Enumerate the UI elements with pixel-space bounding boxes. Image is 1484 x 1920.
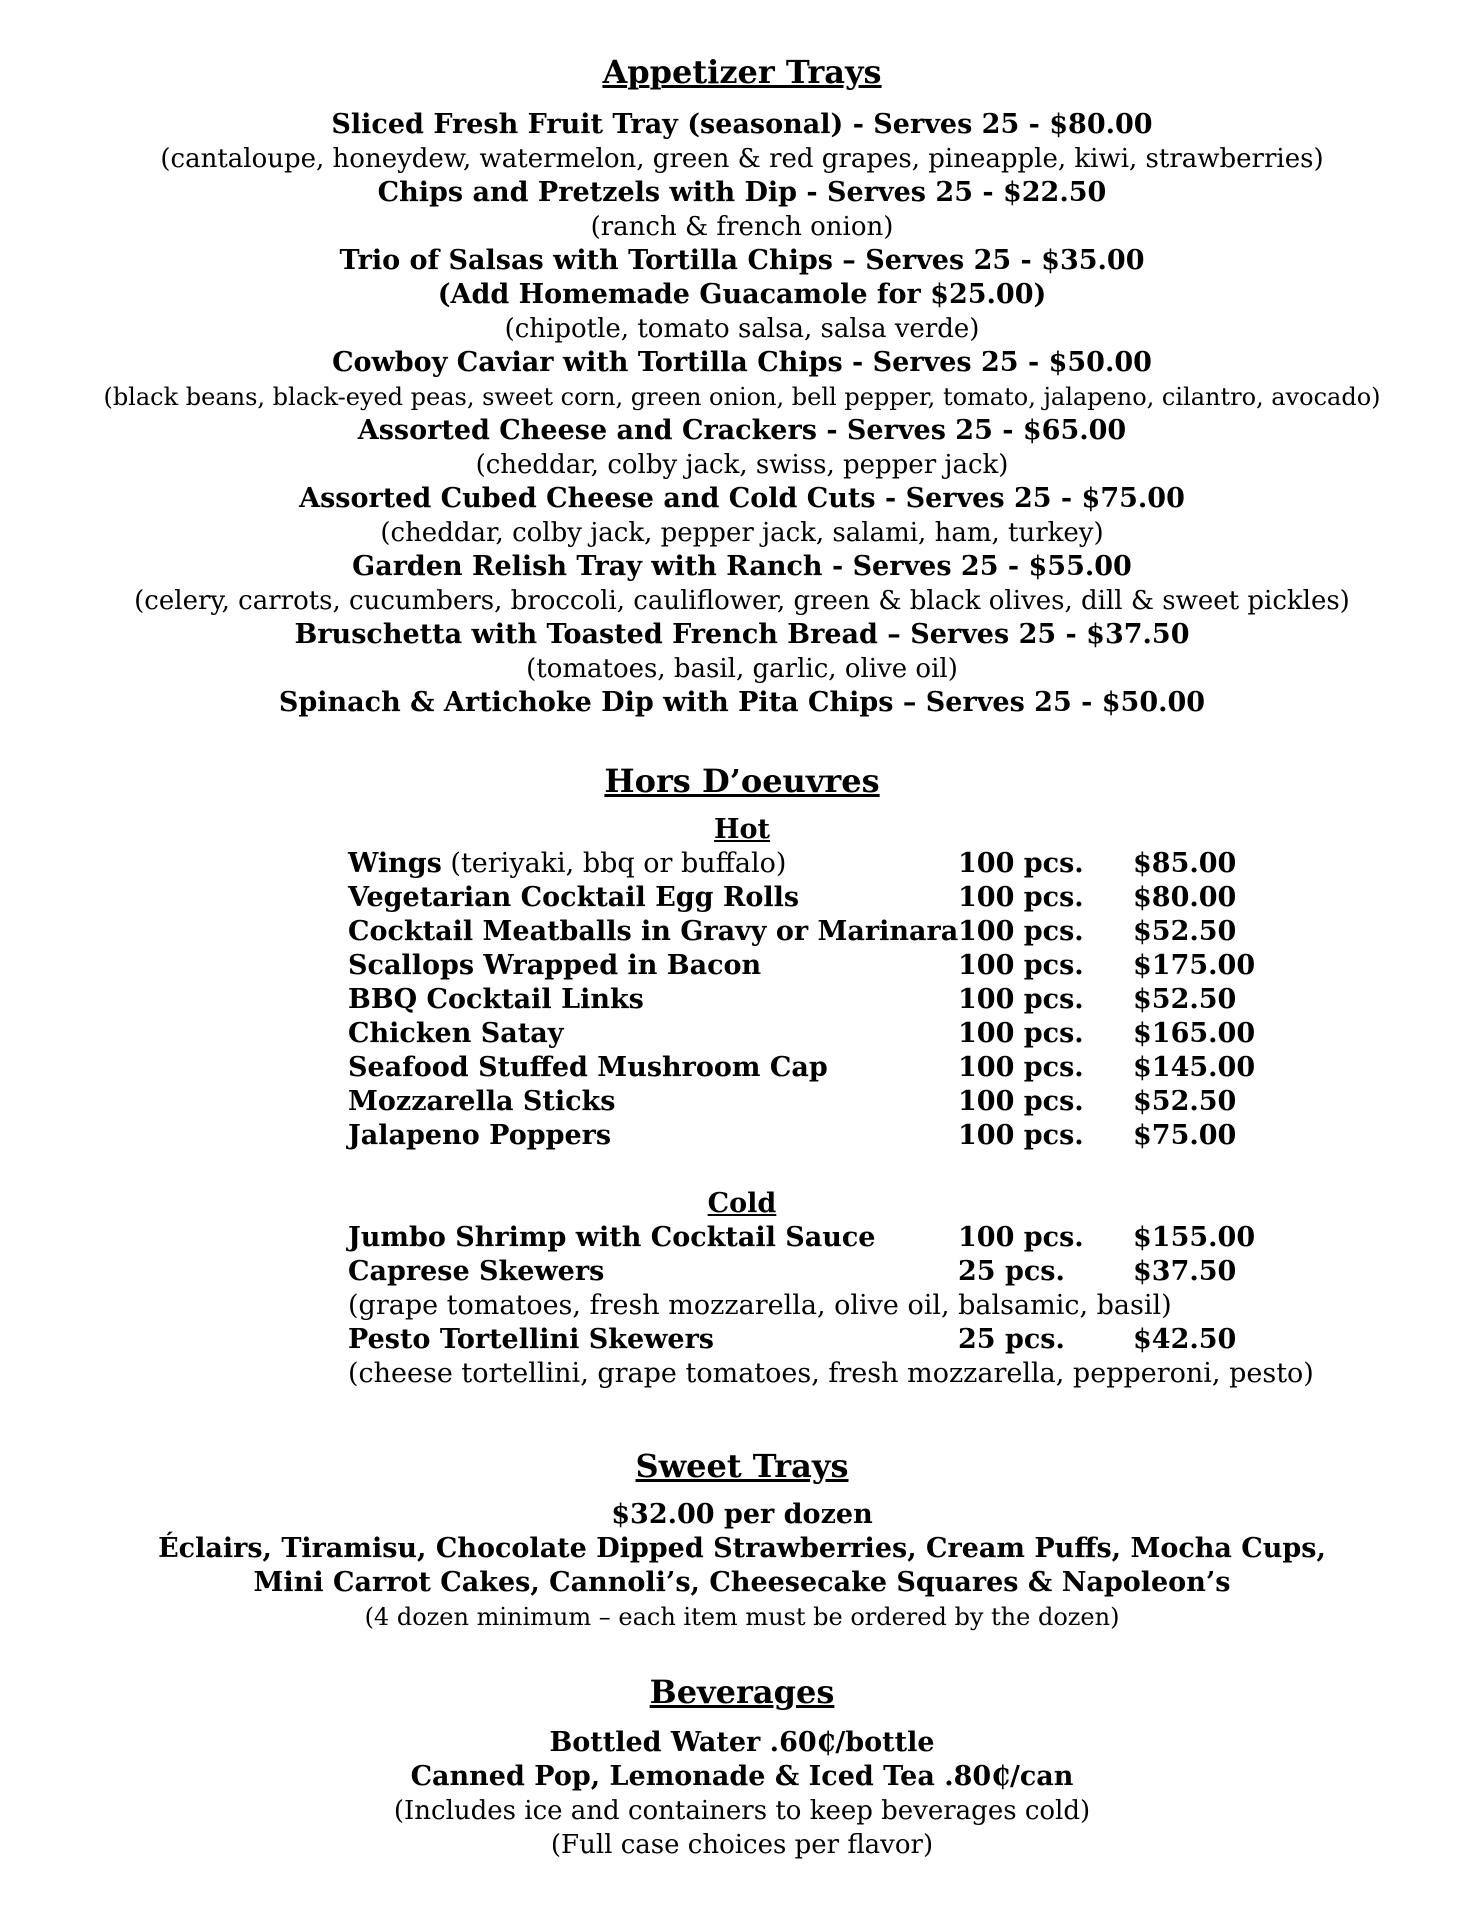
hors-section [0,762,1484,1391]
hors-name: Jalapeno Poppers [348,1120,612,1151]
hors-row [0,1119,1484,1153]
hors-name: Scallops Wrapped in Bacon [348,950,762,981]
hors-row [0,847,1484,881]
salsa-trio-item: Trio of Salsas with Tortilla Chips – Serves 25 - $35.00 [339,245,1145,276]
canned-pop-line: Canned Pop, Lemonade & Iced Tea .80₵/can [410,1761,1074,1792]
sweets-title: Sweet Trays [635,1447,849,1485]
hors-name: Caprese Skewers [348,1256,605,1287]
hors-name: Mozzarella Sticks [348,1086,616,1117]
bottled-water-line: Bottled Water .60₵/bottle [549,1727,935,1758]
salsa-guacamole-addon: (Add Homemade Guacamole for $25.00) [437,279,1047,310]
bruschetta-item: Bruschetta with Toasted French Bread – Serves 25 - $37.50 [294,619,1190,650]
hors-name: Cocktail Meatballs in Gravy or Marinara [348,916,959,947]
hors-name: Chicken Satay [348,1018,564,1049]
cold-subtitle: Cold [707,1188,777,1219]
cowboy-caviar-desc: (black beans, black-eyed peas, sweet corn, green onion, bell pepper, tomato, jalapeno, cilantro, avocado) [103,383,1381,411]
hors-name: BBQ Cocktail Links [348,984,644,1015]
hors-price: $75.00 [1133,1120,1237,1151]
sweets-section [0,1447,1484,1634]
cheese-coldcuts-desc: (cheddar, colby jack, pepper jack, salami, ham, turkey) [380,518,1104,548]
sweets-price: $32.00 per dozen [611,1499,873,1530]
salsa-trio-desc: (chipotle, tomato salsa, salsa verde) [504,314,980,344]
hors-price: $52.50 [1133,1086,1237,1117]
fruit-tray-item: Sliced Fresh Fruit Tray (seasonal) - Serves 25 - $80.00 [331,109,1153,140]
hors-price: $85.00 [1133,848,1237,879]
chips-pretzels-item: Chips and Pretzels with Dip - Serves 25 - $22.50 [377,177,1107,208]
hors-price: $52.50 [1133,984,1237,1015]
hors-row [0,1017,1484,1051]
hors-qty: 100 pcs. [958,848,1084,879]
hot-subtitle: Hot [714,814,770,845]
hors-qty: 100 pcs. [958,1086,1084,1117]
hors-row [0,1255,1484,1289]
beverages-note-case: (Full case choices per flavor) [550,1830,934,1860]
hors-qty: 100 pcs. [958,916,1084,947]
hors-qty: 100 pcs. [958,984,1084,1015]
hors-note-row [0,1357,1484,1391]
caprese-desc: (grape tomatoes, fresh mozzarella, olive oil, balsamic, basil) [348,1290,1172,1321]
hors-row [0,881,1484,915]
sweets-list-line2: Mini Carrot Cakes, Cannoli’s, Cheesecake Squares & Napoleon’s [253,1567,1231,1598]
beverages-section [0,1673,1484,1862]
cheese-crackers-desc: (cheddar, colby jack, swiss, pepper jack) [475,450,1009,480]
cowboy-caviar-item: Cowboy Caviar with Tortilla Chips - Serves 25 - $50.00 [332,347,1152,378]
hors-qty: 25 pcs. [958,1256,1065,1287]
hors-row [0,915,1484,949]
hors-qty: 100 pcs. [958,1052,1084,1083]
hors-name: Jumbo Shrimp with Cocktail Sauce [348,1222,876,1253]
relish-tray-desc: (celery, carrots, cucumbers, broccoli, cauliflower, green & black olives, dill & sweet pickles) [134,586,1350,616]
hors-row [0,1051,1484,1085]
hors-row [0,1221,1484,1255]
hors-row [0,949,1484,983]
hors-price: $155.00 [1133,1222,1256,1253]
hors-qty: 25 pcs. [958,1324,1065,1355]
sweets-list-line1: Éclairs, Tiramisu, Chocolate Dipped Strawberries, Cream Puffs, Mocha Cups, [158,1533,1326,1564]
cheese-crackers-item: Assorted Cheese and Crackers - Serves 25 - $65.00 [357,415,1127,446]
hors-qty: 100 pcs. [958,1018,1084,1049]
sweets-note: (4 dozen minimum – each item must be ordered by the dozen) [364,1603,1120,1631]
hors-qty: 100 pcs. [958,882,1084,913]
hors-price: $145.00 [1133,1052,1256,1083]
cheese-coldcuts-item: Assorted Cubed Cheese and Cold Cuts - Serves 25 - $75.00 [299,483,1185,514]
spinach-dip-item: Spinach & Artichoke Dip with Pita Chips – Serves 25 - $50.00 [278,687,1206,718]
bruschetta-desc: (tomatoes, basil, garlic, olive oil) [526,654,958,684]
appetizer-title: Appetizer Trays [602,53,882,91]
hors-price: $175.00 [1133,950,1256,981]
hors-qty: 100 pcs. [958,950,1084,981]
hors-price: $42.50 [1133,1324,1237,1355]
beverages-note-ice: (Includes ice and containers to keep beverages cold) [393,1796,1091,1826]
hors-price: $52.50 [1133,916,1237,947]
hors-title: Hors D’oeuvres [604,762,880,800]
hors-row [0,983,1484,1017]
hors-name: Pesto Tortellini Skewers [348,1324,715,1355]
hors-qty: 100 pcs. [958,1120,1084,1151]
hors-price: $37.50 [1133,1256,1237,1287]
hors-price: $165.00 [1133,1018,1256,1049]
beverages-title: Beverages [649,1673,835,1711]
appetizer-section [0,53,1484,720]
hors-name: Seafood Stuffed Mushroom Cap [348,1052,828,1083]
fruit-tray-desc: (cantaloupe, honeydew, watermelon, green & red grapes, pineapple, kiwi, strawberries) [160,144,1324,174]
chips-pretzels-desc: (ranch & french onion) [590,212,894,242]
tortellini-desc: (cheese tortellini, grape tomatoes, fresh mozzarella, pepperoni, pesto) [348,1358,1314,1389]
hors-name: Vegetarian Cocktail Egg Rolls [348,882,800,913]
hors-name: Wings (teriyaki, bbq or buffalo) [348,848,787,879]
hors-note-row [0,1289,1484,1323]
hors-qty: 100 pcs. [958,1222,1084,1253]
hors-price: $80.00 [1133,882,1237,913]
hors-row [0,1323,1484,1357]
hors-row [0,1085,1484,1119]
relish-tray-item: Garden Relish Tray with Ranch - Serves 25 - $55.00 [352,551,1132,582]
